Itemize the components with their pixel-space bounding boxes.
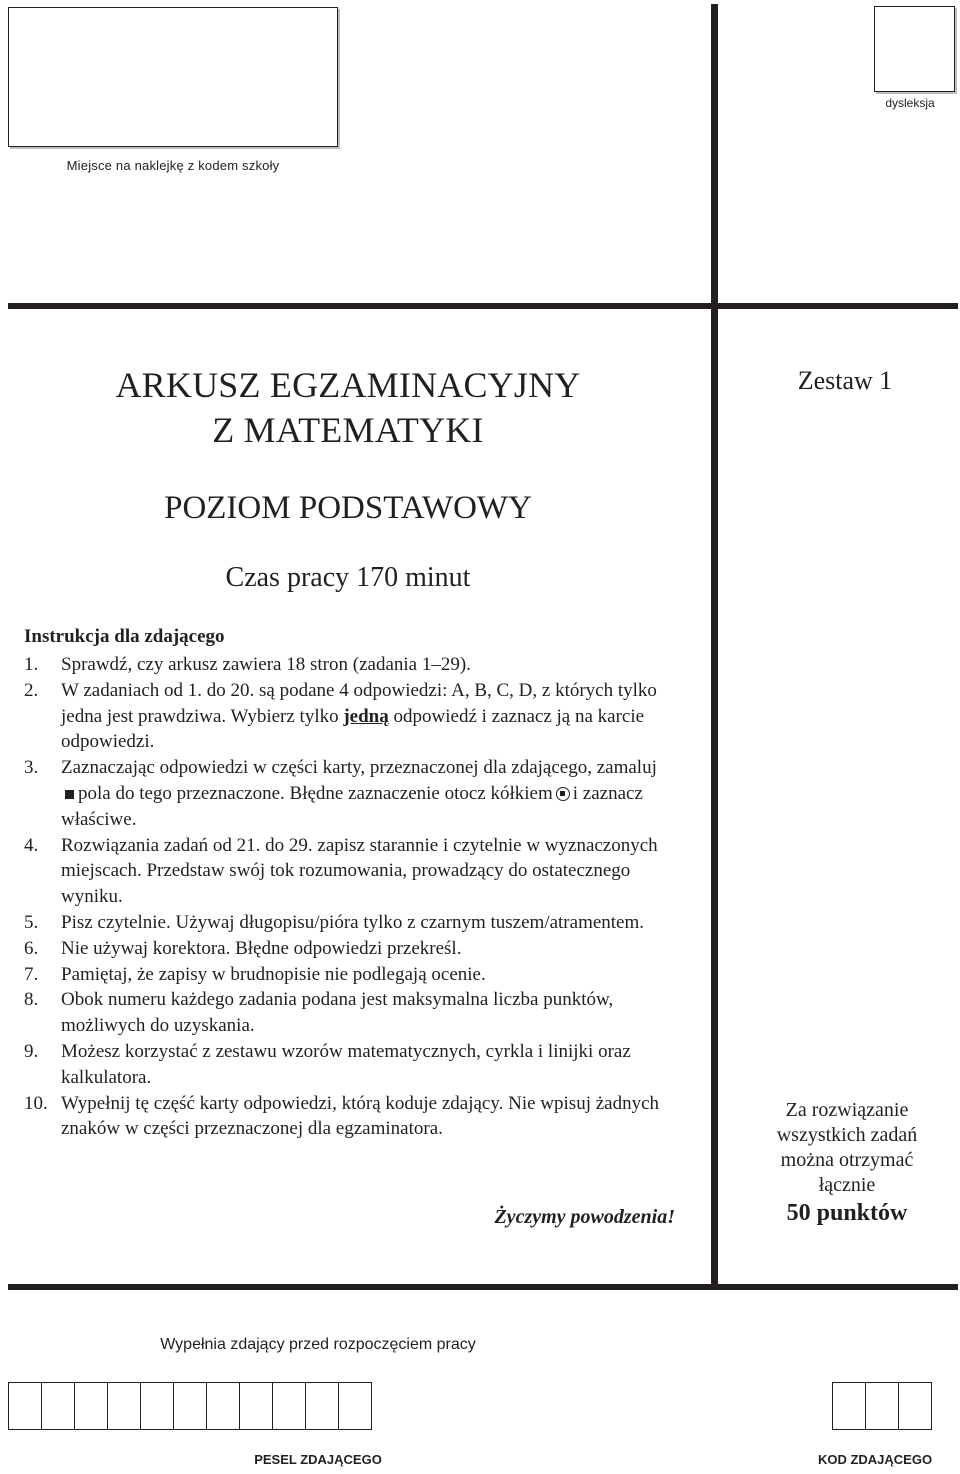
exam-level: POZIOM PODSTAWOWY xyxy=(164,490,532,526)
pesel-field xyxy=(8,1382,371,1430)
pesel-digit-cell[interactable] xyxy=(239,1382,273,1430)
top-horizontal-divider xyxy=(8,303,958,309)
instruction-text: Sprawdź, czy arkusz zawiera 18 stron (zadania 1–29). xyxy=(61,654,471,675)
pesel-digit-cell[interactable] xyxy=(206,1382,240,1430)
student-code-field xyxy=(832,1382,931,1430)
filled-square-icon xyxy=(65,790,74,799)
exam-time: Czas pracy 170 minut xyxy=(225,562,471,593)
instruction-text: Nie używaj korektora. Błędne odpowiedzi przekreśl. xyxy=(61,937,462,959)
points-line: Za rozwiązanie xyxy=(785,1099,909,1121)
instruction-number: 6. xyxy=(24,937,39,959)
points-line: wszystkich zadań xyxy=(776,1124,918,1146)
bottom-horizontal-divider xyxy=(8,1284,958,1290)
code-digit-cell[interactable] xyxy=(832,1382,866,1430)
points-line: można otrzymać xyxy=(780,1149,914,1171)
instruction-item xyxy=(24,910,664,936)
instruction-item xyxy=(24,755,664,832)
good-luck-text: Życzymy powodzenia! xyxy=(494,1206,675,1228)
instruction-text-part: i zaznacz właściwe. xyxy=(61,782,643,830)
points-panel xyxy=(742,1098,952,1226)
instruction-number: 10. xyxy=(24,1092,48,1114)
dyslexia-checkbox[interactable] xyxy=(874,6,955,92)
instruction-number: 7. xyxy=(24,963,39,985)
pesel-digit-cell[interactable] xyxy=(338,1382,372,1430)
instruction-item xyxy=(24,936,664,962)
instruction-number: 9. xyxy=(24,1040,39,1062)
instruction-text-part: W zadaniach od 1. do 20. są podane 4 odpowiedzi: A, B, C, D, z których tylko jedna jest prawdziwa. Wybierz tylko xyxy=(61,679,657,727)
school-sticker-box xyxy=(8,7,338,147)
instructions-list xyxy=(24,652,664,1142)
instruction-item xyxy=(24,833,664,910)
emphasis-one: jedną xyxy=(343,705,389,727)
instructions-heading: Instrukcja dla zdającego xyxy=(24,626,225,647)
points-total: 50 punktów xyxy=(786,1200,908,1226)
student-code-label: KOD ZDAJĄCEGO xyxy=(817,1452,933,1467)
sticker-caption: Miejsce na naklejkę z kodem szkoły xyxy=(66,158,280,173)
points-line: łącznie xyxy=(818,1174,876,1196)
dyslexia-label: dysleksja xyxy=(885,96,935,110)
instruction-item xyxy=(24,987,664,1039)
instruction-text: Rozwiązania zadań od 21. do 29. zapisz starannie i czytelnie w wyznaczonych miejscach. Przedstaw swój tok rozumowania, prowadzący do ostatecznego wyniku. xyxy=(61,834,658,908)
instruction-number: 2. xyxy=(24,679,39,701)
instruction-text: Możesz korzystać z zestawu wzorów matematycznych, cyrkla i linijki oraz kalkulatora. xyxy=(61,1040,631,1088)
instruction-number: 4. xyxy=(24,834,39,856)
instruction-number: 8. xyxy=(24,989,39,1011)
pesel-digit-cell[interactable] xyxy=(74,1382,108,1430)
exam-title-line2: Z MATEMATYKI xyxy=(212,410,484,450)
instruction-text-part: Zaznaczając odpowiedzi w części karty, przeznaczonej dla zdającego, zamaluj xyxy=(61,757,657,779)
instruction-item xyxy=(24,1091,664,1143)
instruction-item xyxy=(24,1039,664,1091)
instruction-number: 3. xyxy=(24,757,39,779)
instruction-text xyxy=(61,755,664,832)
instruction-text xyxy=(61,678,664,755)
vertical-divider xyxy=(711,4,718,1284)
pesel-digit-cell[interactable] xyxy=(8,1382,42,1430)
fill-before-start-caption: Wypełnia zdający przed rozpoczęciem pracy xyxy=(160,1336,476,1353)
instruction-item xyxy=(24,678,664,755)
pesel-digit-cell[interactable] xyxy=(272,1382,306,1430)
instruction-text: Obok numeru każdego zadania podana jest maksymalna liczba punktów, możliwych do uzyskania. xyxy=(61,989,614,1037)
pesel-digit-cell[interactable] xyxy=(107,1382,141,1430)
code-digit-cell[interactable] xyxy=(865,1382,899,1430)
circled-square-icon xyxy=(556,787,570,801)
pesel-digit-cell[interactable] xyxy=(140,1382,174,1430)
exam-set: Zestaw 1 xyxy=(797,366,893,395)
pesel-digit-cell[interactable] xyxy=(41,1382,75,1430)
instruction-number: 5. xyxy=(24,911,39,933)
instruction-item xyxy=(24,962,664,988)
instruction-text: Pisz czytelnie. Używaj długopisu/pióra tylko z czarnym tuszem/atramentem. xyxy=(61,911,645,933)
instruction-item xyxy=(24,652,664,678)
instruction-text-part: pola do tego przeznaczone. Błędne zaznaczenie otocz kółkiem xyxy=(78,782,553,804)
pesel-digit-cell[interactable] xyxy=(173,1382,207,1430)
instruction-text: Pamiętaj, że zapisy w brudnopisie nie podlegają ocenie. xyxy=(61,963,486,985)
instruction-number: 1. xyxy=(24,654,39,675)
pesel-digit-cell[interactable] xyxy=(305,1382,339,1430)
instruction-text-part: odpowiedź i zaznacz ją na karcie odpowiedzi. xyxy=(61,705,645,753)
code-digit-cell[interactable] xyxy=(898,1382,932,1430)
instruction-text: Wypełnij tę część karty odpowiedzi, którą koduje zdający. Nie wpisuj żadnych znaków w części przeznaczonej dla egzaminatora. xyxy=(61,1092,660,1140)
exam-title-line1: ARKUSZ EGZAMINACYJNY xyxy=(115,365,581,405)
pesel-label: PESEL ZDAJĄCEGO xyxy=(254,1452,382,1467)
